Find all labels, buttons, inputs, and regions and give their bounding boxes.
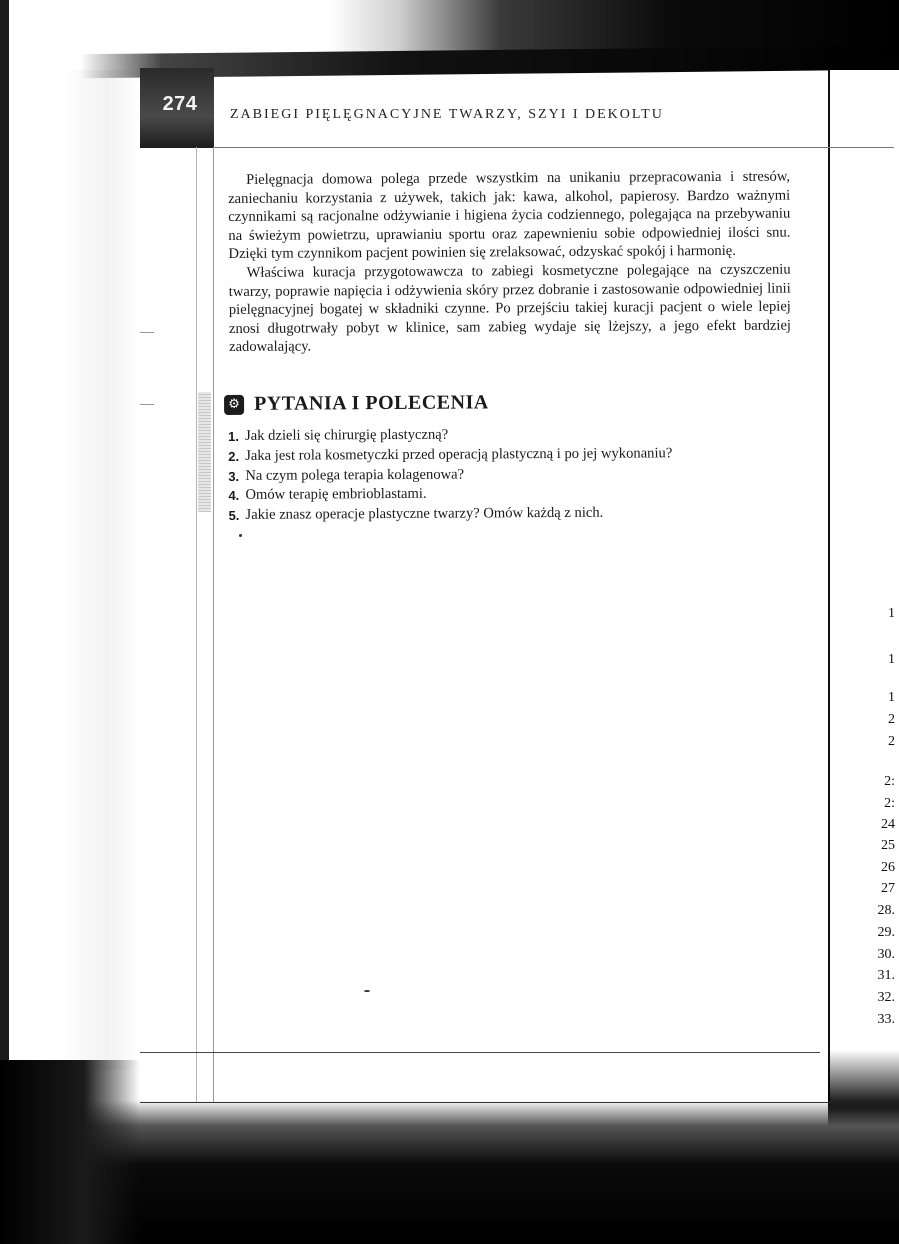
- question-text: Jakie znasz operacje plastyczne twarzy? Omów każdą z nich.: [245, 504, 604, 524]
- section-side-bar: [198, 392, 211, 512]
- paragraph: Właściwa kuracja przygotowawcza to zabiegi kosmetyczne polegające na czyszczeniu twarzy, poprawie napięcia i odżywienia skóry przez dobranie i zastosowanie odpowiedniej linii pielęgnacyjnej bogatej w składniki czynne. Po przejściu takiej kuracji pacjent o wiele lepiej znosi długotrwały pobyt w klinice, sam zabieg wydaje się lżejszy, a jego efekt bardziej zadowalający.: [228, 261, 792, 356]
- page-number: 274: [162, 92, 198, 115]
- question-number: 4.: [228, 488, 240, 504]
- line-number: 2: [888, 734, 895, 749]
- line-number: 31.: [877, 968, 895, 983]
- line-number: 26: [881, 860, 895, 875]
- margin-tick: [140, 404, 154, 405]
- question-text: Jaka jest rola kosmetyczki przed operacją plastyczną i po jej wykonaniu?: [245, 445, 673, 464]
- line-number: 24: [881, 817, 895, 832]
- list-item: [228, 503, 788, 526]
- line-number: 1: [888, 652, 895, 667]
- scan-shadow-left: [60, 70, 140, 1070]
- line-number: 29.: [877, 925, 895, 940]
- question-list: [228, 424, 789, 526]
- margin-rule-outer: [196, 147, 197, 1102]
- line-number: 25: [881, 838, 895, 853]
- question-number: 5.: [228, 508, 240, 524]
- question-text: Jak dzieli się chirurgię plastyczną?: [245, 426, 449, 444]
- question-number: 3.: [228, 468, 240, 484]
- section-title: PYTANIA I POLECENIA: [253, 391, 489, 415]
- line-number: 33.: [877, 1012, 895, 1027]
- stray-mark: [364, 990, 370, 992]
- line-number: 27: [881, 881, 895, 896]
- question-number: 2.: [228, 448, 240, 464]
- line-number: 2: [888, 712, 895, 727]
- gears-icon: ⚙: [224, 394, 244, 414]
- page-number-tab: [140, 68, 214, 148]
- line-number: 32.: [877, 990, 895, 1005]
- footer-rule-bottom: [140, 1102, 830, 1103]
- line-number: 30.: [877, 947, 895, 962]
- section-heading: [224, 391, 489, 416]
- line-number: 1: [888, 606, 895, 621]
- line-number: 2:: [884, 774, 895, 789]
- footer-rule: [140, 1052, 820, 1053]
- margin-tick: [140, 332, 154, 333]
- scan-edge-left: [0, 0, 9, 1244]
- line-number: 28.: [877, 903, 895, 918]
- paragraph: Pielęgnacja domowa polega przede wszystkim na unikaniu przepracowania i stresów, zaniechaniu korzystania z używek, takich jak: kawa, alkohol, papierosy. Bardzo ważnymi czynnikami są racjonalne odżywianie i higiena życia codziennego, polegająca na przebywaniu na świeżym powietrzu, uprawianiu sportu oraz zapewnieniu sobie odpowiedniej ilości snu. Dzięki tym czynnikom pacjent powinien się zrelaksować, odzyskać spokój i harmonię.: [228, 168, 791, 263]
- question-text: Omów terapię embrioblastami.: [245, 486, 427, 504]
- scan-shadow-bottom-left: [0, 1060, 140, 1244]
- stray-mark: [239, 534, 242, 537]
- header-rule: [214, 147, 894, 148]
- line-number: 1: [888, 690, 895, 705]
- question-number: 1.: [228, 428, 239, 444]
- line-number: 2:: [884, 796, 895, 811]
- body-text: [228, 168, 791, 357]
- margin-rule: [213, 147, 214, 1102]
- question-text: Na czym polega terapia kolagenowa?: [245, 466, 465, 484]
- running-head: ZABIEGI PIĘLĘGNACYJNE TWARZY, SZYI I DEKOLTU: [230, 107, 664, 122]
